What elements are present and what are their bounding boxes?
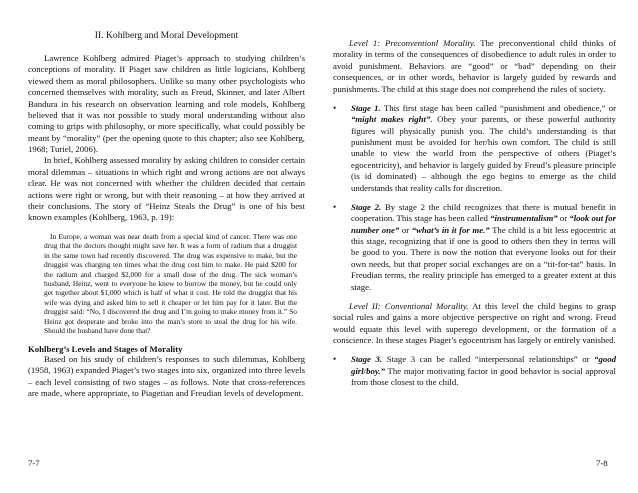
stage-1-label: Stage 1. [351, 102, 381, 113]
stage-2-item [333, 202, 616, 293]
left-page [0, 0, 319, 399]
bullet-icon: • [333, 102, 337, 113]
level-2-text: At this level the child begins to grasp social rules and gains a more objective perspective on right and wrong. Freud would equate this level with superego development, or the formation of a conscience. In these stages Piaget’s egocentrism has largely or entirely vanished. [333, 300, 616, 345]
page-number-left: 7-7 [28, 458, 40, 468]
levels-subheading: Kohlberg’s Levels and Stages of Morality [28, 343, 183, 354]
bullet-icon: • [333, 201, 337, 212]
intro-paragraph: Lawrence Kohlberg admired Piaget’s approach to studying children’s conceptions of morality. If Piaget saw children as little logicians, Kohlberg viewed them as moral philosophers. Unlike so many other psychologists who concerned themselves with morality, such as Freud, Skinner, and later Albert Bandura in his research on observation learning and role models, Kohlberg believed that it was not possible to study moral understanding without also coming to grips with philosophy, or more specifically, what could possibly be meant by “morality” (per the opening quote to this chapter; also see Kohlberg, 1968; Turiel, 2006). [28, 53, 305, 154]
stage-3-text: Stage 3. Stage 3 can be called “interpersonal relationships” or “good girl/boy.” The major motivating factor in good behavior is social approval from those closest to the child. [351, 354, 616, 388]
stage-2-text: Stage 2. By stage 2 the child recognizes that there is mutual benefit in cooperation. This stage has been called “instrumentalism” or “look out for number one” or “what’s in it for me.” The child is a bit less egocentric at this stage, recognizing that if one is good to others then they in terms will be good to you. There is now the notion that everyone looks out for their own needs, but that proper social exchanges are on a “tit-for-tat” basis. In Freudian terms, the reality principle has emerged to a greater extent at this stage. [351, 201, 617, 292]
heinz-quote: In Europe, a woman was near death from a special kind of cancer. There was one drug that the doctors thought might save her. It was a form of radium that a druggist in the same town had recently discovered. The drug was expensive to make, but the druggist was charging ten times what the drug cost him to make. He paid $200 for the radium and charged $2,000 for a small dose of the drug. The sick woman’s husband, Heinz, went to everyone he knew to borrow the money, but he could only get together about $1,000 which is half of what it cost. He told the druggist that his wife was dying and asked him to sell it cheaper or let him pay for it later. But the druggist said: “No, I discovered the drug and I’m going to make money from it.” So Heinz got desperate and broke into the man’s store to steal the drug for his wife. Should the husband have done that? [44, 231, 297, 336]
level-1-paragraph [333, 38, 616, 95]
level-1-text: The preconventional child thinks of morality in terms of the consequences of disobedience to adult rules in order to avoid punishment. Behaviors are “good” or “bad” depending on their consequences, or in other words, behavior is largely guided by rewards and punishments. The child at this stage does not comprehend the rules of society. [333, 38, 616, 94]
level-2-paragraph [333, 301, 616, 347]
page-number-right: 7-8 [596, 458, 608, 468]
stage-2-label: Stage 2. [351, 201, 382, 212]
dilemma-paragraph: In brief, Kohlberg assessed morality by asking children to consider certain moral dilemmas – situations in which right and wrong actions are not always clear. He was not concerned with whether the children decided that certain actions were right or wrong, but with their reasoning – at how they arrived at their conclusions. The story of “Heinz Steals the Drug” is one of his best known examples (Kohlberg, 1963, p. 19): [28, 155, 305, 223]
stage-1-text: Stage 1. This first stage has been called “punishment and obedience,” or “might makes right”. Obey your parents, or these powerful authority figures will physically punish you. The child’s understanding is that punishment must be avoided for her/his own comfort. The child is still unable to view the world from the perspective of others (Piaget’s egocentricity), and behavior is largely guided by Freud’s pleasure principle (is id dominated) – although the ego begins to emerge as the child understands that reality calls for discretion. [351, 102, 616, 193]
levels-paragraph: Based on his study of children’s responses to such dilemmas, Kohlberg (1958, 1963) expanded Piaget’s two stages into six, organized into three levels – each level consisting of two stages – as follows. Note that cross-references are made, where appropriate, to Piagetian and Freudian levels of development. [28, 353, 305, 398]
right-page [319, 0, 638, 389]
section-title: II. Kohlberg and Moral Development [94, 30, 239, 41]
stage-3-label: Stage 3. [351, 354, 383, 365]
stage-1-item [333, 103, 616, 194]
level-2-label: Level II: Conventional Morality. [349, 300, 469, 311]
level-1-label: Level 1: Preconventionl Morality. [349, 38, 476, 48]
bullet-icon: • [333, 354, 337, 365]
stage-3-item [333, 354, 616, 388]
